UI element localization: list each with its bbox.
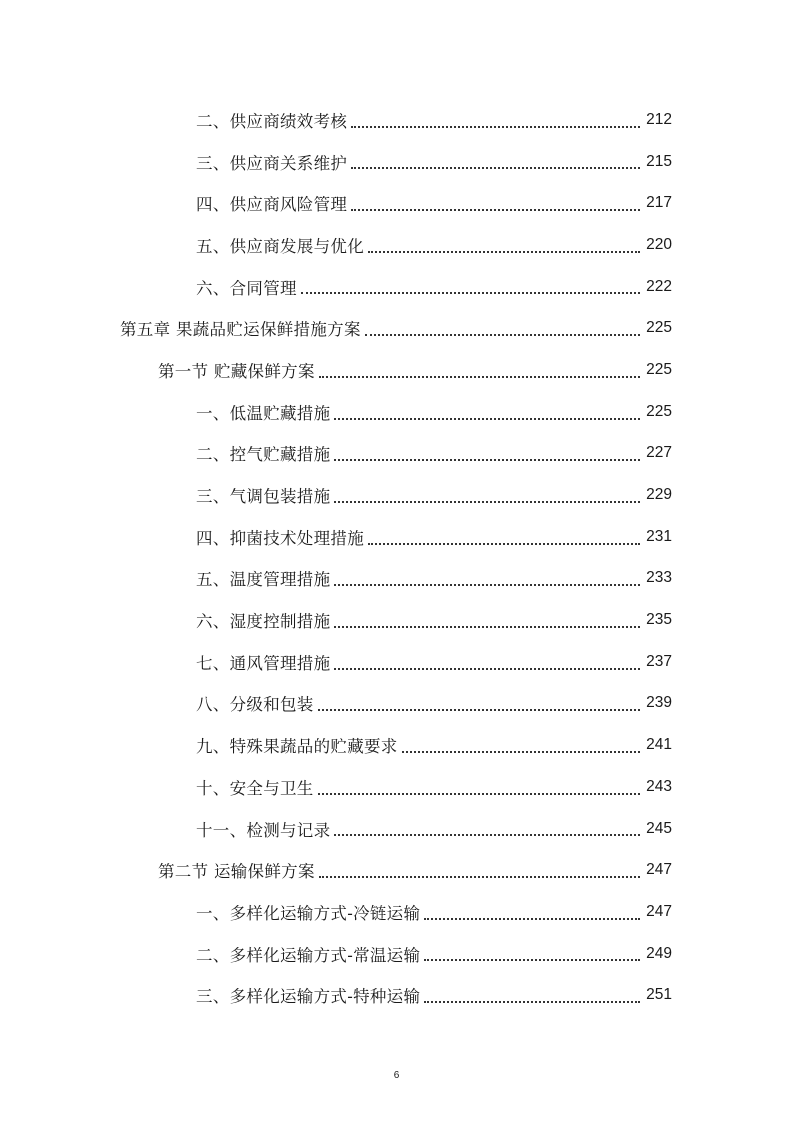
toc-entry[interactable]: [0, 433, 793, 475]
toc-entry-title: 五、温度管理措施: [196, 570, 331, 590]
toc-entry-title: 二、供应商绩效考核: [196, 111, 348, 131]
toc-dot-leader: [318, 708, 640, 711]
toc-dot-leader: [424, 917, 640, 920]
toc-dot-leader: [334, 667, 640, 670]
toc-entry[interactable]: [0, 599, 793, 641]
toc-entry-page: 239: [646, 694, 672, 712]
toc-entry[interactable]: [0, 808, 793, 850]
toc-entry-page: 233: [646, 569, 672, 587]
toc-dot-leader: [368, 250, 640, 253]
toc-dot-leader: [319, 375, 640, 378]
toc-entry-title: 四、供应商风险管理: [196, 195, 348, 215]
toc-entry-page: 225: [646, 319, 672, 337]
toc-entry[interactable]: [0, 224, 793, 266]
toc-entry-title: 八、分级和包装: [196, 695, 314, 715]
toc-entry-page: 249: [646, 944, 672, 962]
toc-entry-page: 251: [646, 986, 672, 1004]
toc-dot-leader: [368, 542, 640, 545]
toc-section-entry[interactable]: [0, 849, 793, 891]
toc-section-entry[interactable]: [0, 349, 793, 391]
toc-entry-page: 212: [646, 110, 672, 128]
toc-entry-title: 第一节 贮藏保鲜方案: [158, 361, 315, 381]
toc-dot-leader: [351, 166, 640, 169]
toc-dot-leader: [334, 833, 640, 836]
toc-dot-leader: [424, 958, 640, 961]
toc-entry-title: 六、湿度控制措施: [196, 612, 331, 632]
toc-entry-title: 四、抑菌技术处理措施: [196, 528, 364, 548]
toc-entry-page: 247: [646, 861, 672, 879]
toc-entry-page: 243: [646, 777, 672, 795]
toc-entry[interactable]: [0, 974, 793, 1016]
toc-entry-title: 二、多样化运输方式-常温运输: [196, 945, 421, 965]
toc-entry[interactable]: [0, 516, 793, 558]
toc-dot-leader: [334, 625, 640, 628]
toc-entry[interactable]: [0, 391, 793, 433]
toc-entry[interactable]: [0, 182, 793, 224]
page-number: 6: [393, 1070, 400, 1081]
toc-entry[interactable]: [0, 99, 793, 141]
toc-entry-title: 二、控气贮藏措施: [196, 445, 331, 465]
toc-entry[interactable]: [0, 558, 793, 600]
toc-entry[interactable]: [0, 474, 793, 516]
toc-entry-page: 237: [646, 652, 672, 670]
toc-entry-page: 225: [646, 360, 672, 378]
toc-entry-title: 十一、检测与记录: [196, 820, 331, 840]
toc-dot-leader: [334, 417, 640, 420]
toc-entry[interactable]: [0, 891, 793, 933]
toc-dot-leader: [351, 125, 640, 128]
toc-chapter-entry[interactable]: [0, 307, 793, 349]
toc-entry[interactable]: [0, 141, 793, 183]
toc-entry-page: 241: [646, 736, 672, 754]
toc-entry[interactable]: [0, 724, 793, 766]
toc-entry-title: 七、通风管理措施: [196, 653, 331, 673]
toc-entry-page: 245: [646, 819, 672, 837]
toc-entry-title: 第五章 果蔬品贮运保鲜措施方案: [120, 320, 361, 340]
toc-entry-page: 215: [646, 152, 672, 170]
toc-entry-title: 九、特殊果蔬品的贮藏要求: [196, 737, 398, 757]
toc-entry-page: 222: [646, 277, 672, 295]
toc-entry-page: 229: [646, 486, 672, 504]
toc-entry-title: 十、安全与卫生: [196, 778, 314, 798]
toc-entry-page: 231: [646, 527, 672, 545]
toc-entry-title: 六、合同管理: [196, 278, 297, 298]
toc-dot-leader: [334, 583, 640, 586]
toc-entry-page: 235: [646, 611, 672, 629]
table-of-contents: [0, 99, 793, 1016]
toc-entry-title: 三、气调包装措施: [196, 487, 331, 507]
toc-entry-title: 三、多样化运输方式-特种运输: [196, 987, 421, 1007]
toc-dot-leader: [424, 1000, 640, 1003]
toc-dot-leader: [351, 208, 640, 211]
toc-entry-title: 一、多样化运输方式-冷链运输: [196, 903, 421, 923]
toc-entry-title: 第二节 运输保鲜方案: [158, 862, 315, 882]
toc-entry-title: 一、低温贮藏措施: [196, 403, 331, 423]
toc-dot-leader: [402, 750, 640, 753]
toc-entry-page: 227: [646, 444, 672, 462]
toc-entry[interactable]: [0, 766, 793, 808]
toc-entry[interactable]: [0, 683, 793, 725]
toc-entry-page: 220: [646, 235, 672, 253]
toc-dot-leader: [334, 500, 640, 503]
toc-entry[interactable]: [0, 933, 793, 975]
toc-dot-leader: [365, 333, 640, 336]
toc-entry[interactable]: [0, 641, 793, 683]
toc-dot-leader: [319, 875, 640, 878]
toc-entry[interactable]: [0, 266, 793, 308]
toc-entry-title: 五、供应商发展与优化: [196, 236, 364, 256]
toc-entry-page: 217: [646, 194, 672, 212]
toc-entry-page: 247: [646, 902, 672, 920]
toc-entry-page: 225: [646, 402, 672, 420]
toc-dot-leader: [334, 458, 640, 461]
toc-dot-leader: [301, 291, 640, 294]
toc-entry-title: 三、供应商关系维护: [196, 153, 348, 173]
toc-dot-leader: [318, 792, 640, 795]
